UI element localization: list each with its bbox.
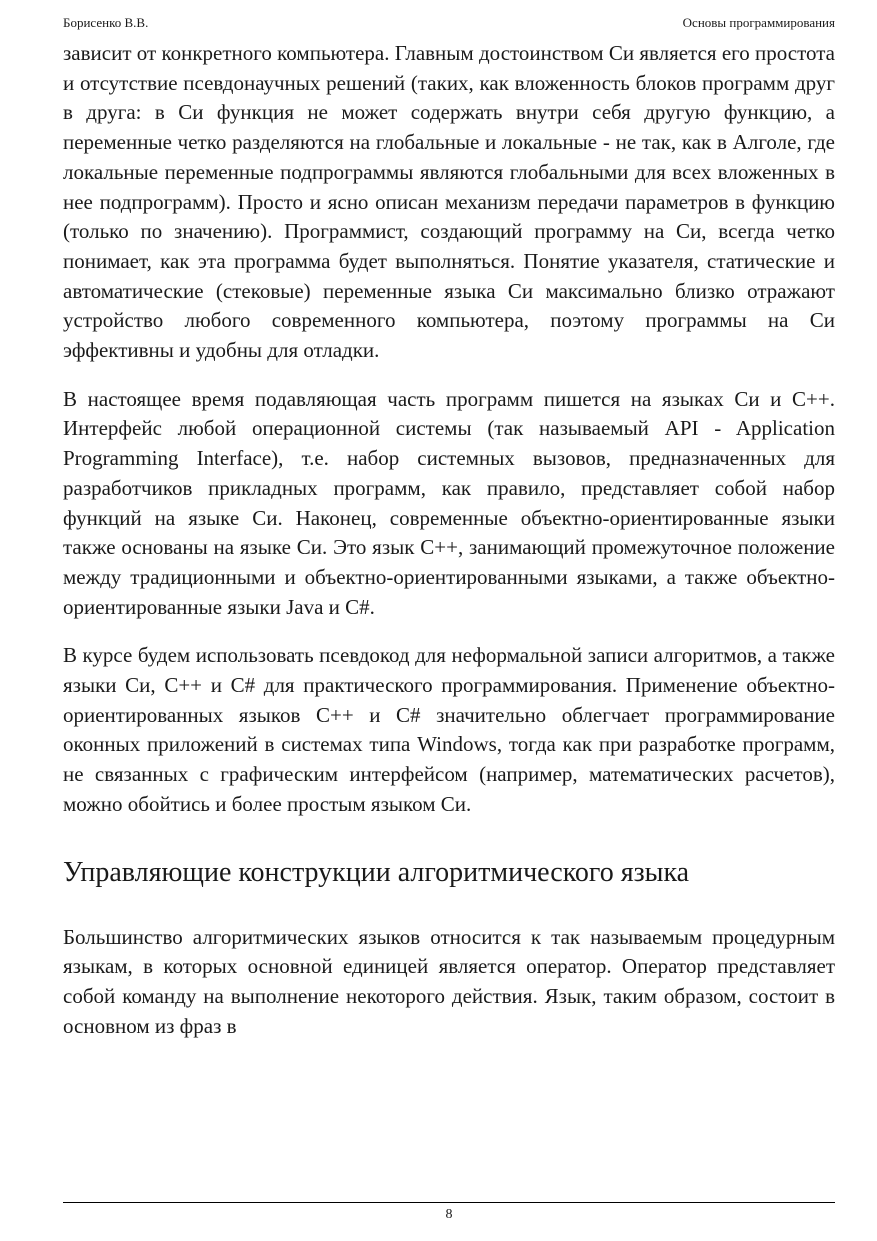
header-author: Борисенко В.В.: [63, 15, 149, 30]
paragraph-c-usage: В настоящее время подавляющая часть программ пишется на языках Си и C++. Интерфейс любой операционной системы (так называемый API - Application Programming Interface), т.е. набор системных вызовов, предназначенных для разработчиков прикладных программ, как правило, представляет собой набор функций на языке Си. Наконец, современные объектно-ориентированные языки также основаны на языке Си. Это язык C++, занимающий промежуточное положение между традиционными и объектно-ориентированными языками, а также объектно-ориентированные языки Java и C#.: [63, 386, 835, 619]
section-heading: Управляющие конструкции алгоритмического языка: [63, 856, 690, 888]
page-number: 8: [445, 1207, 453, 1222]
footer-divider: [63, 1202, 835, 1203]
page-header: [63, 14, 835, 32]
paragraph-procedural-languages: Большинство алгоритмических языков относится к так называемым процедурным языкам, в которых основной единицей является оператор. Оператор представляет собой команду на выполнение некоторого действия. Язык, таким образом, состоит в основном из фраз в: [63, 924, 835, 1038]
paragraph-c-advantages: зависит от конкретного компьютера. Главным достоинством Си является его простота и отсутствие псевдонаучных решений (таких, как вложенность блоков программ друг в друга: в Си функция не может содержать внутри себя другую функцию, а переменные четко разделяются на глобальные и локальные - не так, как в Алголе, где локальные переменные подпрограммы являются глобальными для всех вложенных в нее подпрограмм). Просто и ясно описан механизм передачи параметров в функцию (только по значению). Программист, создающий программу на Си, всегда четко понимает, как эта программа будет выполняться. Понятие указателя, статические и автоматические (стековые) переменные языка Си максимально близко отражают устройство любого современного компьютера, поэтому программы на Си эффективны и удобны для отладки.: [63, 41, 835, 363]
header-title: Основы программирования: [682, 15, 835, 30]
page-body: [63, 39, 835, 1041]
paragraph-course-languages: В курсе будем использовать псевдокод для неформальной записи алгоритмов, а также языки Си, C++ и C# для практического программирования. Применение объектно-ориентированных языков C++ и C# значительно облегчает программирование оконных приложений в системах типа Windows, тогда как при разработке программ, не связанных с графическим интерфейсом (например, математических расчетов), можно обойтись и более простым языком Си.: [63, 643, 835, 816]
